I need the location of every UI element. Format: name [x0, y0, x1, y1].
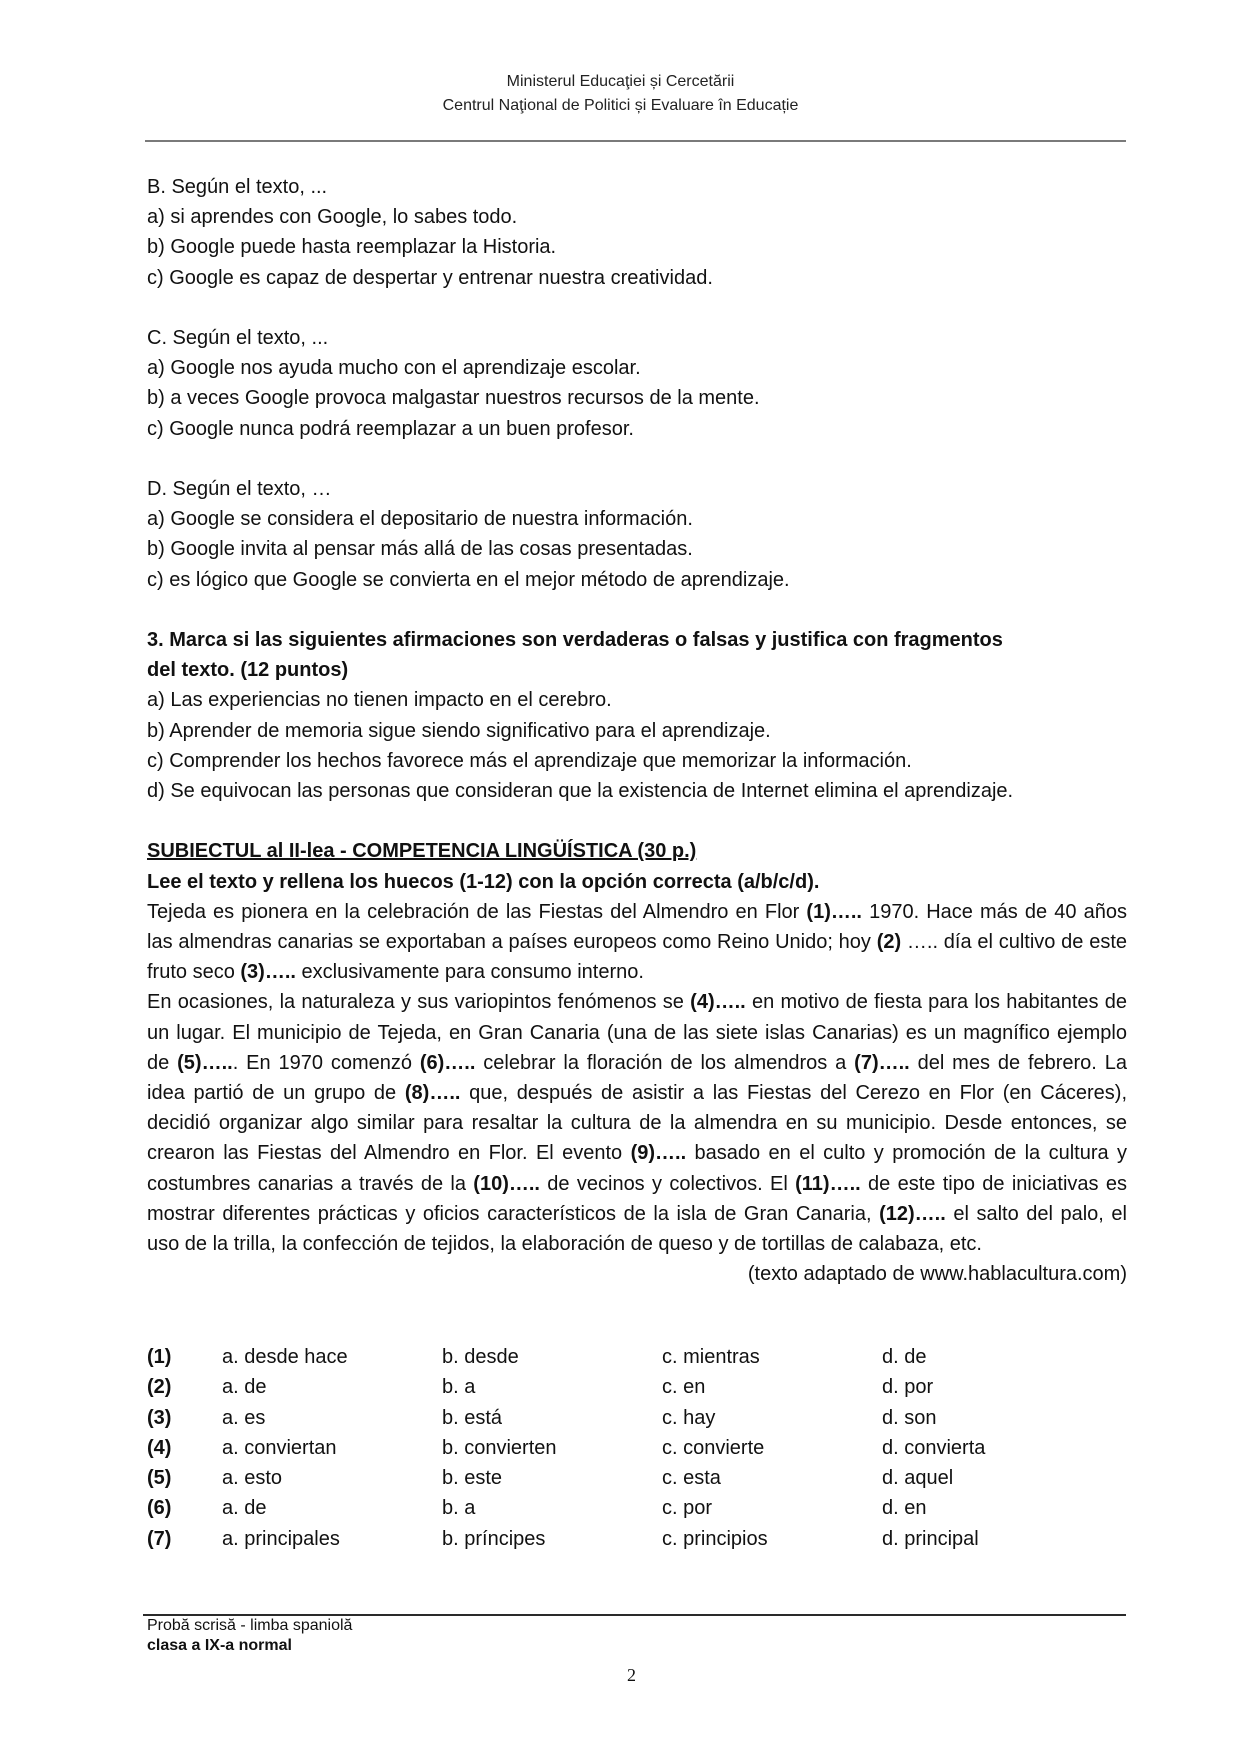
- gap-marker-5: (5)…..: [177, 1051, 233, 1074]
- statement-b: b) Aprender de memoria sigue siendo significativo para el aprendizaje.: [147, 719, 771, 742]
- gap-marker-7: (7)…..: [854, 1051, 910, 1074]
- paragraph-2: En ocasiones, la naturaleza y sus variopintos fenómenos se (4)….. en motivo de fiesta para los habitantes de un lugar. El municipio de Tejeda, en Gran Canaria (una de las siete islas Canarias) es un magnífico ejemplo de (5)…... En 1970 comenzó (6)….. celebrar la floración de los almendros a (7)….. del mes de febrero. La idea partió de un grupo de (8)….. que, después de asistir a las Fiestas del Cerezo en Flor (en Cáceres), decidió organizar algo similar para resaltar la cultura de la almendra en su municipio. Desde entonces, se crearon las Fiestas del Almendro en Flor. El evento (9)….. basado en el culto y promoción de la cultura y costumbres canarias a través de la (10)….. de vecinos y colectivos. El (11)….. de este tipo de iniciativas es mostrar diferentes prácticas y oficios característicos de la isla de Gran Canaria, (12)….. el salto del palo, el uso de la trilla, la confección de tejidos, la elaboración de queso y de tortillas de calabaza, etc.: [147, 991, 1127, 1256]
- option-a: a. es: [222, 1406, 266, 1429]
- exercise-3: [147, 625, 1127, 806]
- option-a: a. conviertan: [222, 1436, 337, 1459]
- options-table: [147, 1342, 1102, 1554]
- gap-number: (3): [147, 1406, 172, 1429]
- footer-divider: [143, 1614, 1126, 1616]
- option-b: b. príncipes: [442, 1527, 546, 1550]
- option-b: b) Google puede hasta reemplazar la Historia.: [147, 236, 557, 259]
- instruction: Lee el texto y rellena los huecos (1-12) con la opción correcta (a/b/c/d).: [147, 870, 820, 893]
- option-c: c. mientras: [662, 1346, 760, 1368]
- gap-marker-3: (3)…..: [240, 961, 296, 984]
- question-c: [147, 323, 1127, 444]
- option-d: d. principal: [882, 1527, 979, 1550]
- option-a: a) Google nos ayuda mucho con el aprendizaje escolar.: [147, 357, 641, 380]
- question-b: [147, 172, 1127, 293]
- question-stem: C. Según el texto, ...: [147, 327, 329, 349]
- option-c: c) es lógico que Google se convierta en el mejor método de aprendizaje.: [147, 568, 790, 591]
- option-a: a. esto: [222, 1467, 283, 1490]
- question-stem: B. Según el texto, ...: [147, 176, 328, 198]
- source-citation: (texto adaptado de www.hablacultura.com): [747, 1263, 1127, 1286]
- section-heading: SUBIECTUL al II-lea - COMPETENCIA LINGÜÍSTICA (30 p.): [147, 840, 697, 863]
- paragraph-1: Tejeda es pionera en la celebración de las Fiestas del Almendro en Flor (1)….. 1970. Hace más de 40 años las almendras canarias se exportaban a países europeos como Reino Unido; hoy (2) ….. día el cultivo de este fruto seco (3)….. exclusivamente para consumo interno.: [147, 900, 1127, 984]
- gap-number: (1): [147, 1346, 172, 1368]
- option-b: b) Google invita al pensar más allá de las cosas presentadas.: [147, 538, 693, 561]
- option-b: b) a veces Google provoca malgastar nuestros recursos de la mente.: [147, 387, 760, 410]
- option-c: c. esta: [662, 1467, 721, 1490]
- option-d: d. en: [882, 1497, 927, 1520]
- subject-2: [147, 836, 1127, 1289]
- exercise-title-cont: del texto. (12 puntos): [147, 659, 349, 682]
- header-divider: [145, 140, 1126, 142]
- option-c: c. convierte: [662, 1436, 765, 1459]
- statement-d: d) Se equivocan las personas que consideran que la existencia de Internet elimina el aprendizaje.: [147, 780, 1014, 803]
- option-a: a) si aprendes con Google, lo sabes todo.: [147, 206, 518, 229]
- header-ministry: Ministerul Educaţiei și Cercetării: [506, 73, 735, 90]
- option-b: b. a: [442, 1376, 476, 1399]
- option-a: a. de: [222, 1376, 267, 1399]
- option-a: a. de: [222, 1497, 267, 1520]
- gap-number: (2): [147, 1376, 172, 1399]
- gap-number: (6): [147, 1497, 172, 1520]
- options-row: [147, 1372, 1102, 1402]
- statement-a: a) Las experiencias no tienen impacto en el cerebro.: [147, 689, 612, 712]
- statement-c: c) Comprender los hechos favorece más el aprendizaje que memorizar la información.: [147, 749, 912, 772]
- option-d: d. por: [882, 1376, 934, 1399]
- option-c: c. principios: [662, 1527, 768, 1550]
- exercise-title: 3. Marca si las siguientes afirmaciones son verdaderas o falsas y justifica con fragmentos: [147, 629, 1003, 651]
- page-number: 2: [627, 1665, 636, 1685]
- gap-number: (7): [147, 1527, 172, 1550]
- gap-marker-11: (11)…..: [795, 1172, 861, 1195]
- option-b: b. está: [442, 1406, 503, 1429]
- gap-number: (4): [147, 1436, 172, 1459]
- option-d: d. aquel: [882, 1467, 954, 1490]
- option-c: c) Google es capaz de despertar y entrenar nuestra creatividad.: [147, 266, 713, 289]
- option-c: c. en: [662, 1376, 706, 1399]
- option-c: c. por: [662, 1497, 713, 1520]
- option-b: b. convierten: [442, 1436, 557, 1459]
- gap-number: (5): [147, 1467, 172, 1490]
- header-center: Centrul Naţional de Politici și Evaluare în Educație: [442, 97, 799, 114]
- page-content: [147, 172, 1127, 1289]
- option-a: a) Google se considera el depositario de nuestra información.: [147, 508, 693, 531]
- gap-marker-6: (6)…..: [419, 1051, 476, 1074]
- options-row: [147, 1433, 1102, 1463]
- option-c: c) Google nunca podrá reemplazar a un buen profesor.: [147, 417, 634, 440]
- footer-class: clasa a IX-a normal: [147, 1637, 292, 1654]
- option-a: a. desde hace: [222, 1346, 348, 1368]
- options-row: [147, 1493, 1102, 1523]
- gap-marker-2: (2): [876, 931, 902, 954]
- option-b: b. a: [442, 1497, 476, 1520]
- option-c: c. hay: [662, 1406, 716, 1429]
- option-d: d. son: [882, 1406, 937, 1429]
- question-d: [147, 474, 1127, 595]
- option-a: a. principales: [222, 1527, 340, 1550]
- gap-marker-9: (9)…..: [630, 1142, 687, 1165]
- gap-marker-4: (4)…..: [690, 991, 746, 1014]
- options-row: [147, 1403, 1102, 1433]
- gap-marker-10: (10)…..: [473, 1172, 540, 1195]
- option-d: d. de: [882, 1346, 927, 1368]
- option-d: d. convierta: [882, 1436, 986, 1459]
- options-row: [147, 1463, 1102, 1493]
- question-stem: D. Según el texto, …: [147, 478, 332, 500]
- option-b: b. este: [442, 1467, 503, 1490]
- options-row: [147, 1524, 1102, 1554]
- gap-marker-8: (8)…..: [404, 1082, 461, 1105]
- gap-marker-12: (12)…..: [879, 1202, 946, 1225]
- option-b: b. desde: [442, 1346, 519, 1368]
- options-row: [147, 1342, 1102, 1372]
- footer-exam-type: Probă scrisă - limba spaniolă: [147, 1617, 353, 1634]
- gap-marker-1: (1)…..: [806, 900, 862, 923]
